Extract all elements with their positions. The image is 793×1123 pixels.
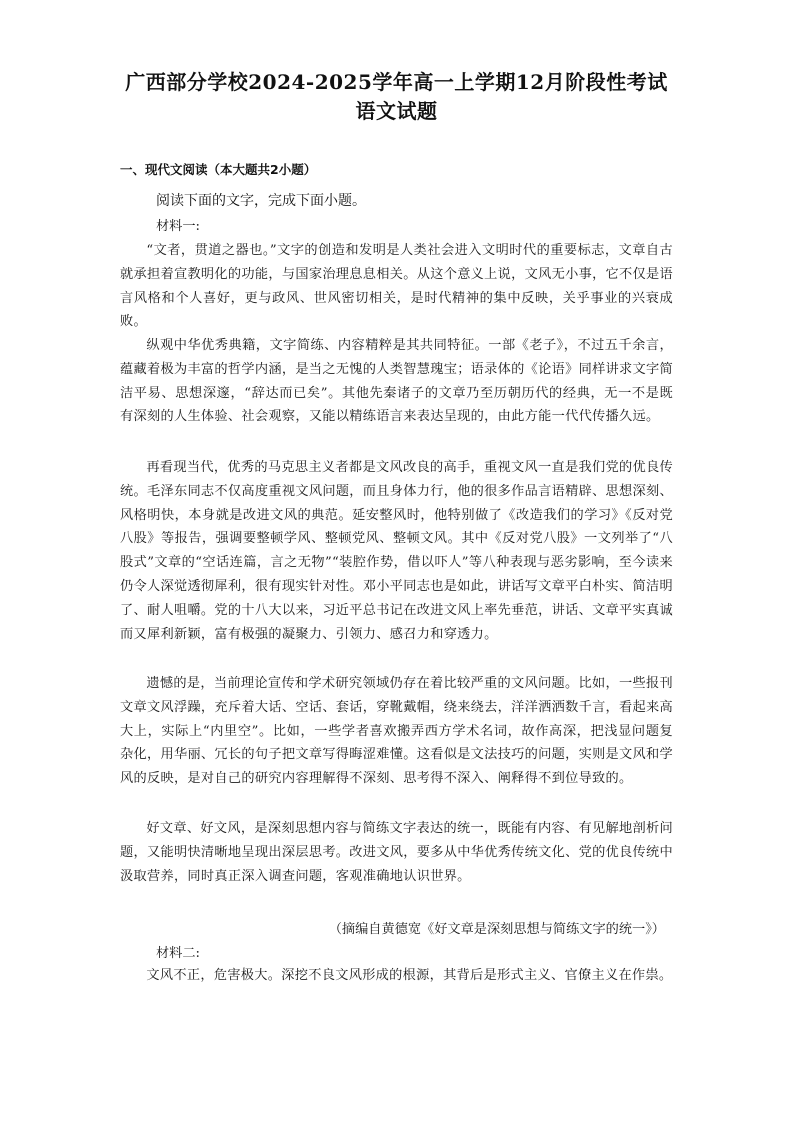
exam-title-line2: 语文试题: [355, 99, 438, 123]
section-heading: 一、现代文阅读（本大题共2小题）: [120, 162, 317, 177]
material1-paragraph: 遗憾的是，当前理论宣传和学术研究领域仍存在着比较严重的文风问题。比如，一些报刊文章文风浮躁，充斥着大话、空话、套话，穿靴戴帽，绕来绕去，洋洋洒洒数千言，看起来高大上，实际上“内里空”。比如，一些学者喜欢搬弄西方学术名词，故作高深，把浅显问题复杂化，用华丽、冗长的句子把文章写得晦涩难懂。这看似是文法技巧的问题，实则是文风和学风的反映，是对自己的研究内容理解得不深刻、思考得不深入、阐释得不到位导致的。: [120, 676, 673, 787]
material1-label: 材料一:: [156, 219, 201, 234]
material1-paragraph: 纵观中华优秀典籍，文字简练、内容精粹是其共同特征。一部《老子》，不过五千余言，蕴藏着极为丰富的哲学内涵，是当之无愧的人类智慧瑰宝；语录体的《论语》同样讲求文字简洁平易、思想深邃，“辞达而已矣”。其他先秦诸子的文章乃至历朝历代的经典，无一不是既有深刻的人生体验、社会观察，又能以精练语言来表达呈现的，由此方能一代代传播久远。: [120, 338, 673, 425]
reading-instruction: 阅读下面的文字，完成下面小题。: [156, 193, 366, 209]
material2-label: 材料二:: [156, 946, 201, 961]
material1-source: （摘编自黄德宽《好文章是深刻思想与简练文字的统一》）: [328, 922, 665, 937]
material2-paragraph: 文风不正，危害极大。深挖不良文风形成的根源，其背后是形式主义、官僚主义在作祟。: [146, 968, 673, 983]
material1-paragraph: “文者，贯道之器也。”文字的创造和发明是人类社会进入文明时代的重要标志，文章自古就承担着宣教明化的功能，与国家治理息息相关。从这个意义上说，文风无小事，它不仅是语言风格和个人喜好，更与政风、世风密切相关，是时代精神的集中反映，关乎事业的兴衰成败。: [120, 243, 673, 330]
material1-paragraph: 再看现当代，优秀的马克思主义者都是文风改良的高手，重视文风一直是我们党的优良传统。毛泽东同志不仅高度重视文风问题，而且身体力行，他的很多作品言语精辟、思想深刻、风格明快，本身就是改进文风的典范。延安整风时，他特别做了《改造我们的学习》《反对党八股》等报告，强调要整顿学风、整顿党风、整顿文风。其中《反对党八股》一文列举了“八股式”文章的“空话连篇，言之无物”“装腔作势，借以吓人”等八种表现与恶劣影响，至今读来仍令人深觉透彻犀利，很有现实针对性。邓小平同志也是如此，讲话写文章平白朴实、简洁明了、耐人咀嚼。党的十八大以来，习近平总书记在改进文风上率先垂范，讲话、文章平实真诚而又犀利新颖，富有极强的凝聚力、引领力、感召力和穿透力。: [120, 460, 673, 642]
material1-paragraph: 好文章、好文风，是深刻思想内容与简练文字表达的统一，既能有内容、有见解地剖析问题，又能明快清晰地呈现出深层思考。改进文风，要多从中华优秀传统文化、党的优良传统中汲取营养，同时真正深入调查问题，客观准确地认识世界。: [120, 821, 673, 884]
exam-title-line1: 广西部分学校2024-2025学年高一上学期12月阶段性考试: [125, 70, 668, 94]
